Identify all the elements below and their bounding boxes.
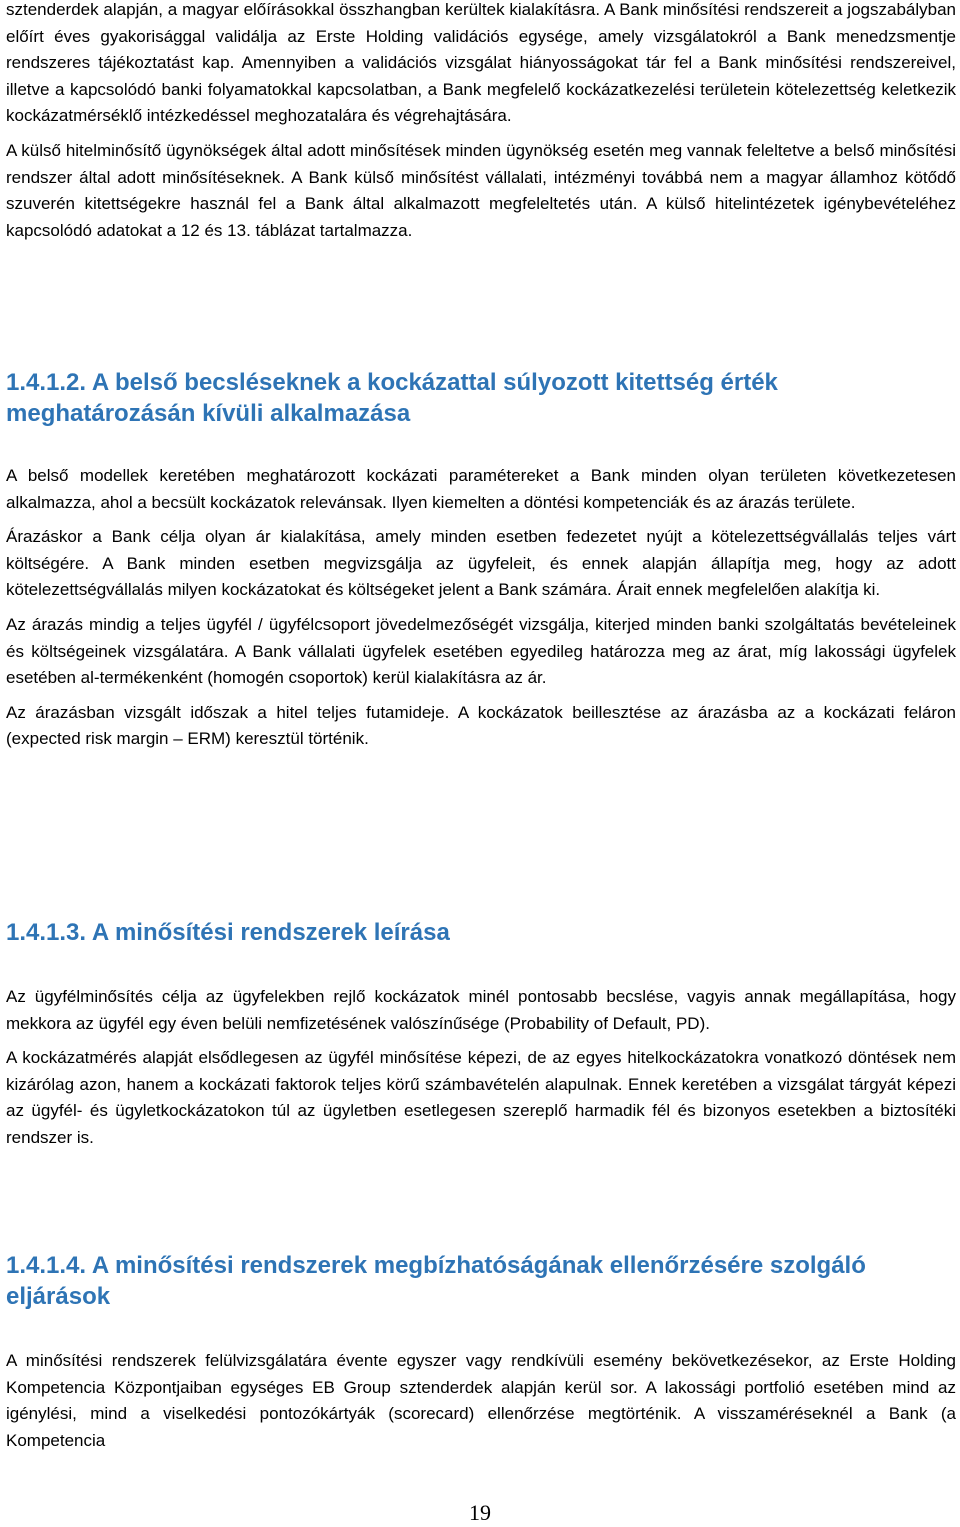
paragraph: Az árazás mindig a teljes ügyfél / ügyfélcsoport jövedelmezőségét vizsgálja, kiterjed minden banki szolgáltatás bevételeinek és költségeinek vizsgálatára. A Bank vállalati ügyfelek esetében egyedileg határozza meg az árat, míg lakossági ügyfelek esetében al-termékenként (homogén csoportok) kerül kialakításra az ár.: [6, 614, 956, 688]
intro-block: [6, 0, 956, 244]
paragraph: sztenderdek alapján, a magyar előírásokkal összhangban kerültek kialakításra. A Bank minősítési rendszereit a jogszabályban előírt éves gyakorisággal validálja az Erste Holding validációs egysége, amely vizsgálatokról a Bank menedzsmentje rendszeres tájékoztatást kap. Amennyiben a validációs vizsgálat hiányosságokat tár fel a Bank minősítési rendszereivel, illetve a kapcsolódó banki folyamatokkal kapcsolatban, a Bank megfelelő kockázatkezelési területein kötelezettség keletkezik kockázatmérséklő intézkedéssel meghozatalára és végrehajtására.: [6, 0, 956, 126]
section-heading: 1.4.1.2. A belső becsléseknek a kockázattal súlyozott kitettség érték meghatározásán kívüli alkalmazása: [6, 369, 778, 427]
paragraph: Az ügyfélminősítés célja az ügyfelekben rejlő kockázatok minél pontosabb becslése, vagyis annak megállapítása, hogy mekkora az ügyfél egy éven belüli nemfizetésének valószínűsége (Probability of Default, PD).: [6, 987, 956, 1033]
section-1-4-1-4: [6, 1250, 956, 1454]
section-heading: 1.4.1.4. A minősítési rendszerek megbízhatóságának ellenőrzésére szolgáló eljárások: [6, 1252, 866, 1310]
paragraph: Az árazásban vizsgált időszak a hitel teljes futamideje. A kockázatok beillesztése az árazásba az a kockázati feláron (expected risk margin – ERM) keresztül történik.: [6, 702, 956, 749]
paragraph: Árazáskor a Bank célja olyan ár kialakítása, amely minden esetben fedezetet nyújt a kötelezettségvállalás teljes várt költségére. A Bank minden esetben megvizsgálja az ügyfeleit, és ennek alapján állapítja meg, hogy az adott kötelezettségvállalás milyen kockázatokat és költségeket jelent a Bank számára. Árait ennek megfelelően alakítja ki.: [6, 527, 956, 600]
section-1-4-1-3: [6, 917, 956, 1152]
section-1-4-1-2: [6, 367, 956, 753]
paragraph: A külső hitelminősítő ügynökségek által adott minősítések minden ügynökség esetén meg vannak feleltetve a belső minősítési rendszer által adott minősítéseknek. A Bank külső minősítést vállalati, intézményi továbbá nem a magyar államhoz kötődő szuverén kitettségekre használ fel a Bank által alkalmazott megfeleltetés után. A külső hitelintézetek igénybevételéhez kapcsolódó adatokat a 12 és 13. táblázat tartalmazza.: [6, 140, 956, 240]
page-number: 19: [469, 1500, 491, 1525]
paragraph: A kockázatmérés alapját elsődlegesen az ügyfél minősítése képezi, de az egyes hitelkockázatokra vonatkozó döntések nem kizárólag azon, hanem a kockázati faktorok teljes körű számbavételén alapulnak. Ennek keretében a vizsgálat tárgyát képezi az ügyfél- és ügyletkockázatokon túl az ügyletben esetlegesen szereplő harmadik fél és bizonyos esetekben a biztosítéki rendszer is.: [6, 1048, 956, 1147]
section-heading: 1.4.1.3. A minősítési rendszerek leírása: [6, 919, 450, 946]
paragraph: A minősítési rendszerek felülvizsgálatára évente egyszer vagy rendkívüli esemény bekövetkezésekor, az Erste Holding Kompetencia Központjaiban egységes EB Group sztenderdek alapján kerül sor. A lakossági portfolió esetében mind az igénylési, mind a viselkedési pontozókártyák (scorecard) ellenőrzése megtörténik. A visszaméréseknél a Bank (a Kompetencia: [6, 1351, 956, 1450]
paragraph: A belső modellek keretében meghatározott kockázati paramétereket a Bank minden olyan területen következetesen alkalmazza, ahol a becsült kockázatok relevánsak. Ilyen kiemelten a döntési kompetenciák és az árazás területe.: [6, 466, 956, 512]
